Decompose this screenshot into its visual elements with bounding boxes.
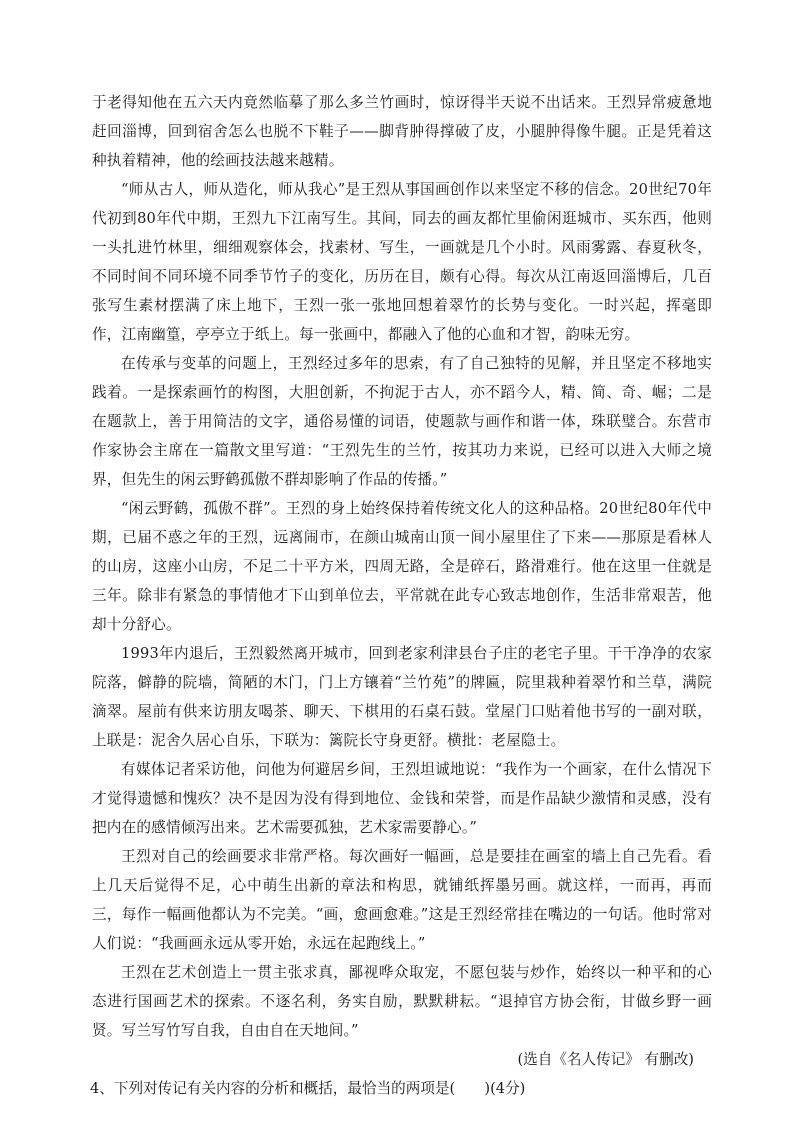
paragraph-4: “闲云野鹤，孤傲不群”。王烈的身上始终保持着传统文化人的这种品格。20世纪80年代中期，已届不惑之年的王烈，远离闹市，在颜山城南山顶一间小屋里住了下来——那原是看林人的山房，这座小山房，不足二十平方米，四周无路，全是碎石，路滑难行。他在这里一住就是三年。除非有紧急的事情他才下山到单位去，平常就在此专心致志地创作，生活非常艰苦，他却十分舒心。 — [92, 500, 712, 633]
source-note: (选自《名人传记》 有删改) — [517, 1051, 694, 1068]
paragraph-5: 1993年内退后，王烈毅然离开城市，回到老家利津县台子庄的老宅子里。干干净净的农家院落，僻静的院墙，简陋的木门，门上方镶着“兰竹苑”的牌匾，院里栽种着翠竹和兰草，满院滴翠。屋前有供来访朋友喝茶、聊天、下棋用的石桌石鼓。堂屋门口贴着他书写的一副对联，上联是：泥舍久居心自乐，下联为：篱院长守身更舒。横批：老屋隐士。 — [92, 645, 712, 749]
paragraph-6: 有媒体记者采访他，问他为何避居乡间，王烈坦诚地说：“我作为一个画家，在什么情况下才觉得遗憾和愧疚？决不是因为没有得到地位、金钱和荣誉，而是作品缺少激情和灵感，没有把内在的感情倾泻出来。艺术需要孤独，艺术家需要静心。” — [92, 761, 712, 836]
paragraph-1: 于老得知他在五六天内竟然临摹了那么多兰竹画时，惊讶得半天说不出话来。王烈异常疲惫地赶回淄博，回到宿舍怎么也脱不下鞋子——脚背肿得撑破了皮，小腿肿得像牛腿。正是凭着这种执着精神，他的绘画技法越来越精。 — [92, 94, 712, 169]
paragraph-7: 王烈对自己的绘画要求非常严格。每次画好一幅画，总是要挂在画室的墙上自己先看。看上几天后觉得不足，心中萌生出新的章法和构思，就铺纸挥墨另画。就这样，一而再，再而三，每作一幅画他都认为不完美。“画，愈画愈难。”这是王烈经常挂在嘴边的一句话。他时常对人们说：“我画画永远从零开始，永远在起跑线上。” — [92, 848, 712, 952]
paragraph-3: 在传承与变革的问题上，王烈经过多年的思索，有了自己独特的见解，并且坚定不移地实践着。一是探索画竹的构图，大胆创新，不拘泥于古人，亦不蹈今人，精、简、奇、崛；二是在题款上，善于用简洁的文字，通俗易懂的词语，使题款与画作和谐一体，珠联璧合。东营市作家协会主席在一篇散文里写道：“王烈先生的兰竹，按其功力来说，已经可以进入大师之境界，但先生的闲云野鹤孤傲不群却影响了作品的传播。” — [92, 355, 712, 488]
paragraph-2: “师从古人，师从造化，师从我心”是王烈从事国画创作以来坚定不移的信念。20世纪70年代初到80年代中期，王烈九下江南写生。其间，同去的画友都忙里偷闲逛城市、买东西，他则一头扎进竹林里，细细观察体会，找素材、写生，一画就是几个小时。风雨雾露、春夏秋冬，不同时间不同环境不同季节竹子的变化，历历在目，颇有心得。每次从江南返回淄博后，几百张写生素材摆满了床上地下，王烈一张一张地回想着翠竹的长势与变化。一时兴起，挥毫即作，江南幽篁，亭亭立于纸上。每一张画中，都融入了他的心血和才智，韵味无穷。 — [92, 181, 712, 343]
document-page — [92, 88, 712, 1103]
paragraph-8: 王烈在艺术创造上一贯主张求真，鄙视哗众取宠，不愿包装与炒作，始终以一种平和的心态进行国画艺术的探索。不逐名利，务实自励，默默耕耘。“退掉官方协会衔，甘做乡野一画贤。写兰写竹写自我，自由自在天地间。” — [92, 964, 712, 1039]
question-4: 4、下列对传记有关内容的分析和概括，最恰当的两项是( )(4分) — [90, 1080, 526, 1097]
